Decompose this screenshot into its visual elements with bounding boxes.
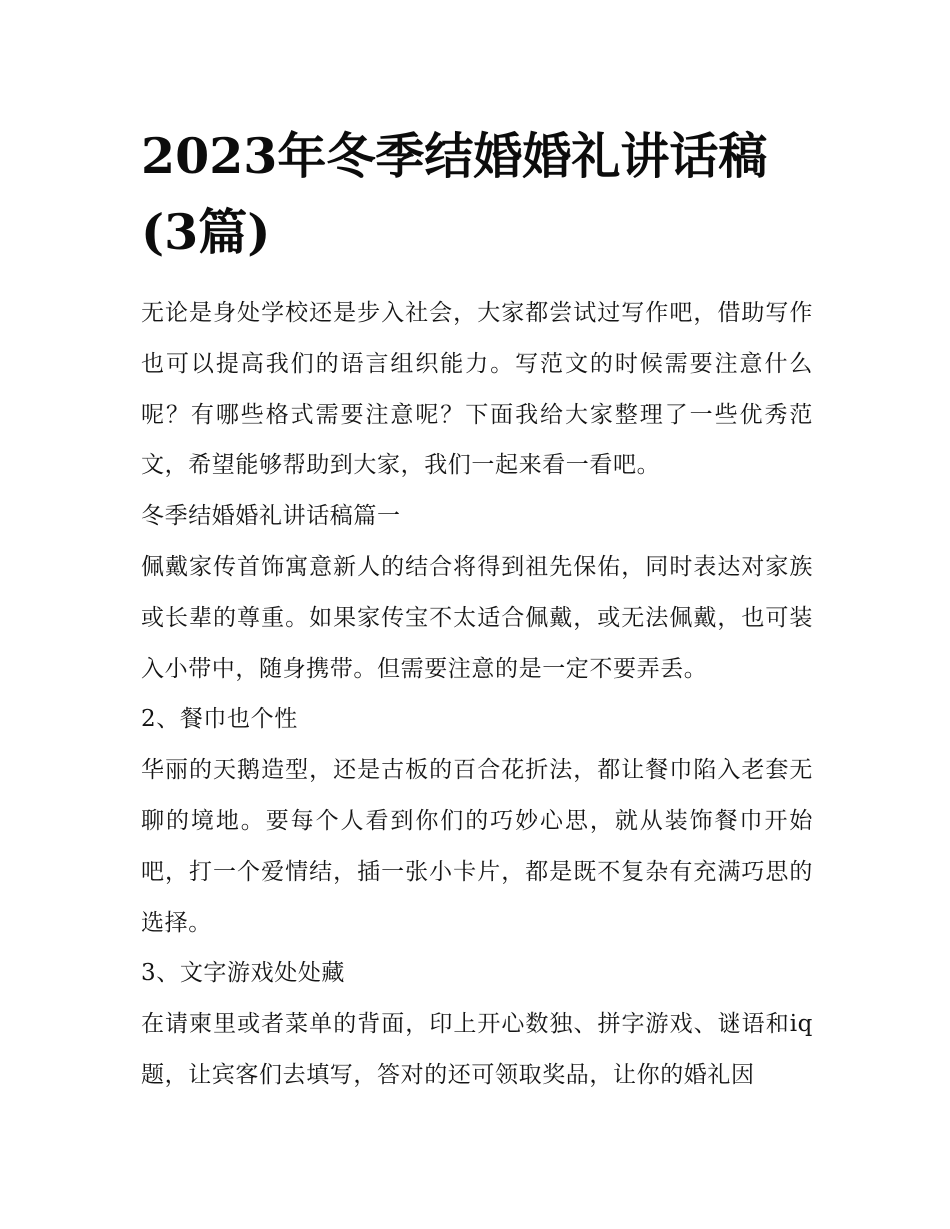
- document-body: [141, 288, 813, 1101]
- document-page: [141, 118, 813, 1101]
- heirloom-jewelry-paragraph: 佩戴家传首饰寓意新人的结合将得到祖先保佑，同时表达对家族或长辈的尊重。如果家传宝不太适合佩戴，或无法佩戴，也可装入小带中，随身携带。但需要注意的是一定不要弄丢。: [141, 553, 813, 682]
- document-title: 2023年冬季结婚婚礼讲话稿(3篇): [141, 127, 768, 261]
- section-heading-part-one: 冬季结婚婚礼讲话稿篇一: [141, 503, 401, 530]
- section-heading-word-games: 3、文字游戏处处藏: [141, 960, 346, 987]
- napkins-paragraph: 华丽的天鹅造型，还是古板的百合花折法，都让餐巾陷入老套无聊的境地。要每个人看到你们的巧妙心思，就从装饰餐巾开始吧，打一个爱情结，插一张小卡片，都是既不复杂有充满巧思的选择。: [141, 757, 813, 936]
- word-games-paragraph: 在请柬里或者菜单的背面，印上开心数独、拼字游戏、谜语和iq题，让宾客们去填写，答对的还可领取奖品，让你的婚礼因: [141, 1011, 813, 1088]
- section-heading-napkins: 2、餐巾也个性: [141, 706, 298, 733]
- intro-paragraph: 无论是身处学校还是步入社会，大家都尝试过写作吧，借助写作也可以提高我们的语言组织能力。写范文的时候需要注意什么呢？有哪些格式需要注意呢？下面我给大家整理了一些优秀范文，希望能够帮助到大家，我们一起来看一看吧。: [141, 300, 813, 479]
